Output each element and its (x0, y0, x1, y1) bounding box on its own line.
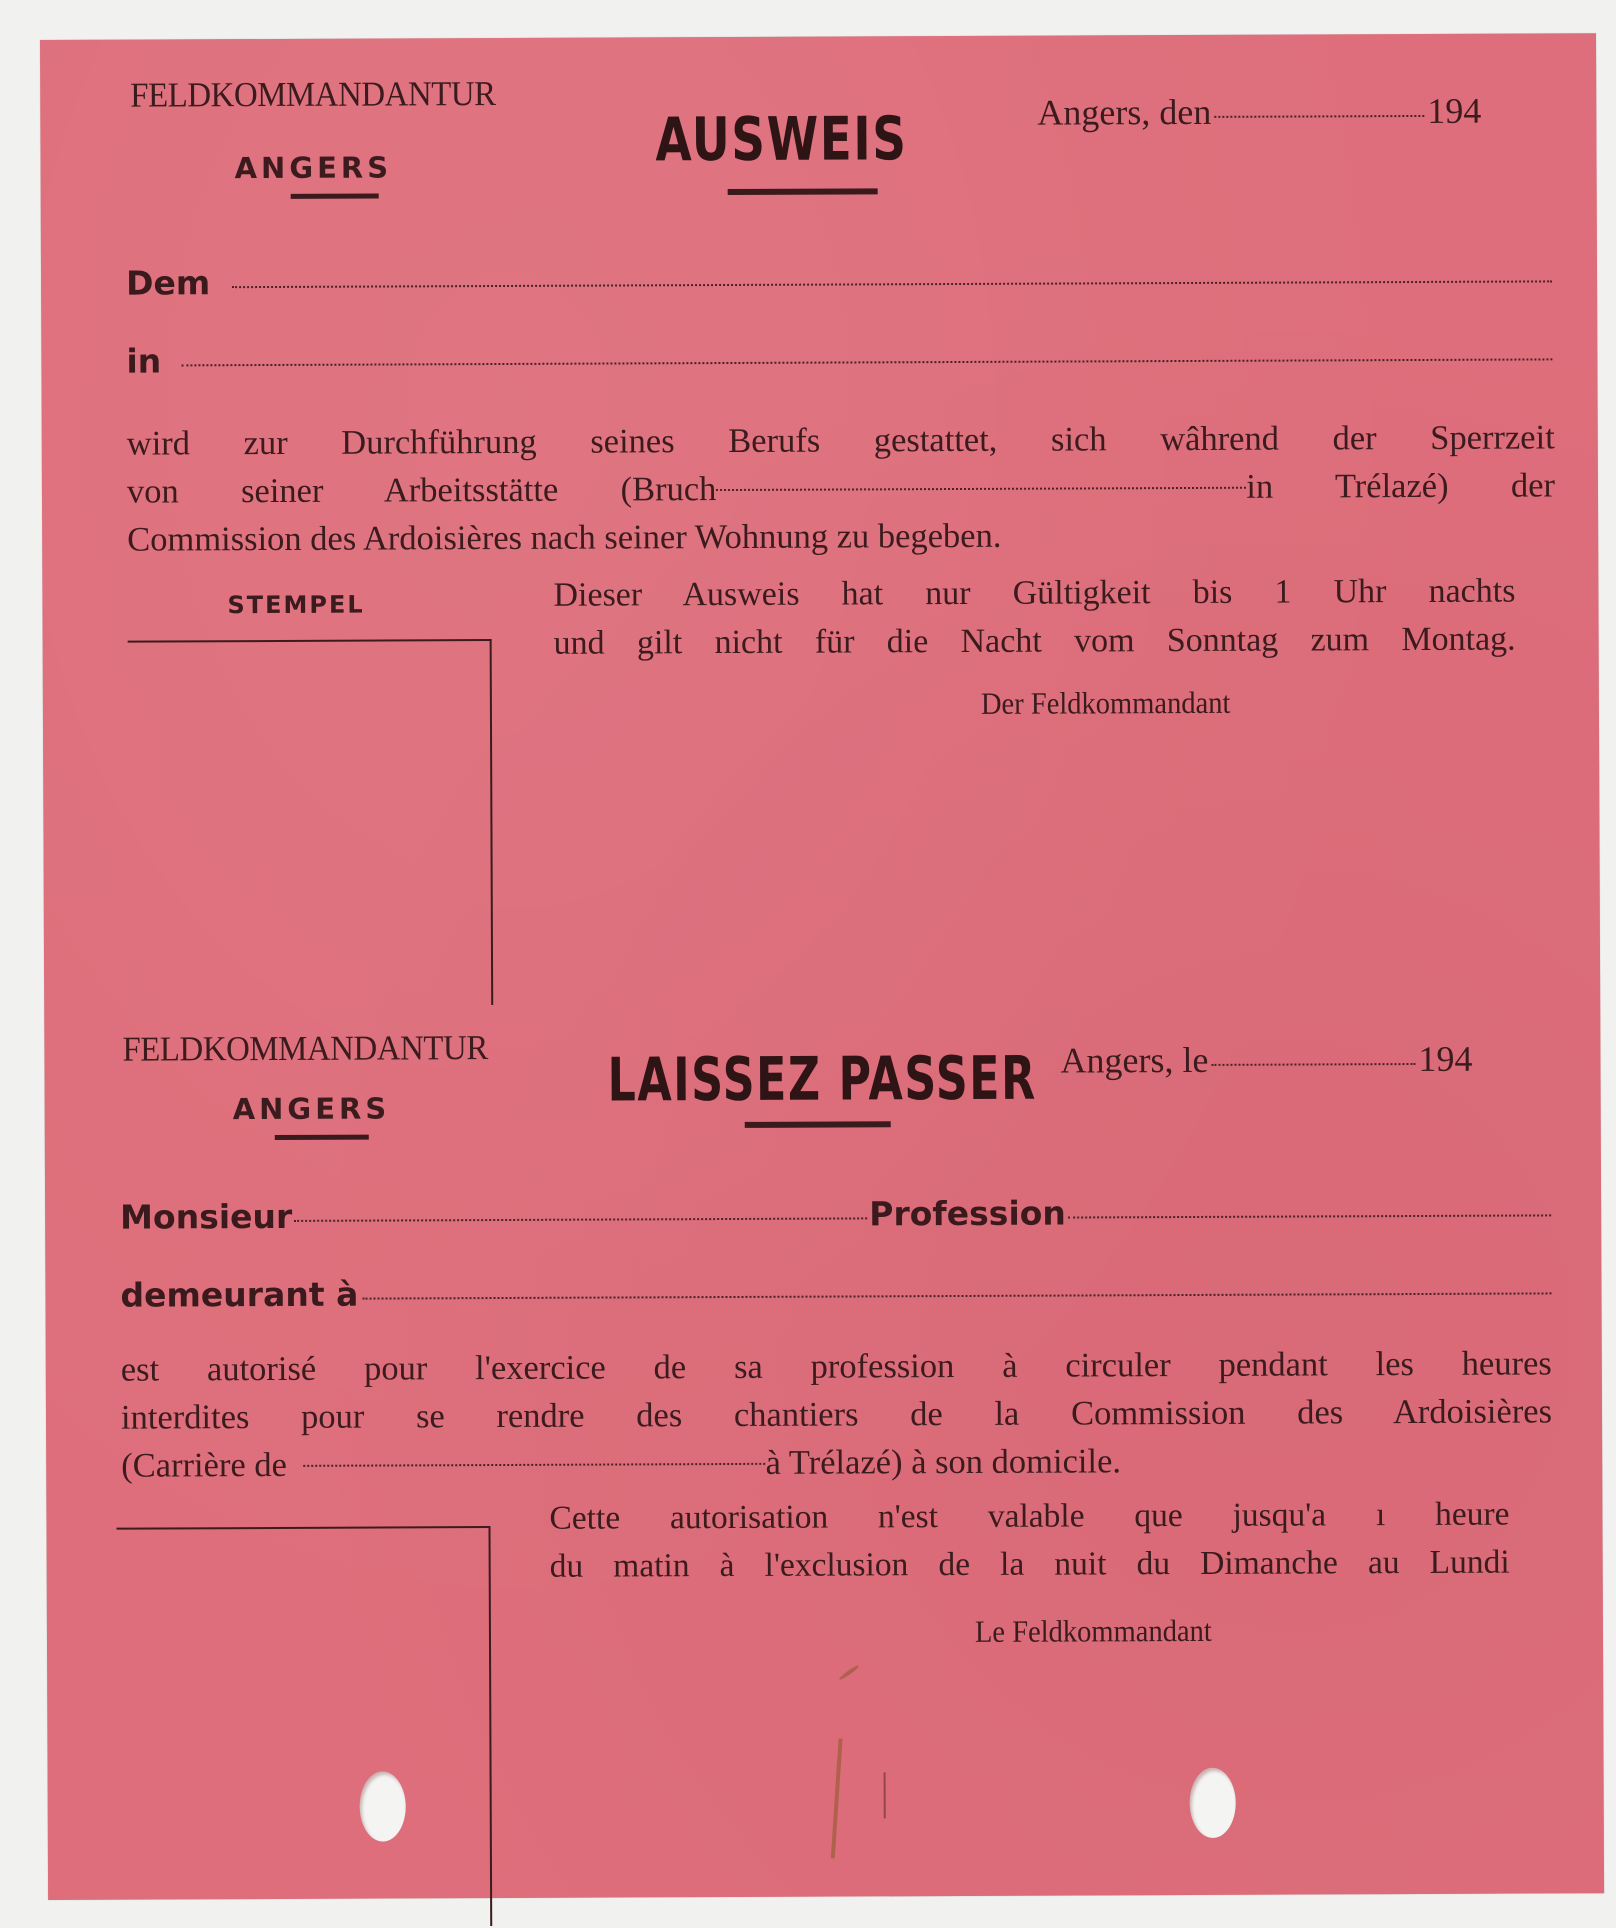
issuing-city: ANGERS (234, 150, 393, 186)
date-field[interactable] (1214, 114, 1424, 118)
place-field[interactable] (181, 357, 1552, 366)
place-row (126, 335, 1552, 380)
quarry-field[interactable] (716, 486, 1246, 491)
paragraph-text: in Trélazé) der (1246, 466, 1556, 506)
stamp-label: STEMPEL (227, 590, 365, 620)
city-underline (291, 194, 379, 199)
document-title: AUSWEIS (655, 104, 908, 176)
punch-hole-right (1190, 1768, 1236, 1838)
pass-card (40, 33, 1604, 1900)
punch-hole-left (360, 1771, 406, 1841)
date-field[interactable] (1211, 1062, 1415, 1066)
validity-line: du matin à l'exclusion de la nuit du Dimanche au Lundi (549, 1543, 1510, 1585)
date-year: 194 (1427, 90, 1482, 131)
date-year: 194 (1418, 1038, 1473, 1079)
address-row (120, 1269, 1551, 1314)
stamp-box-right (488, 1526, 492, 1926)
stamp-box-top (116, 1526, 490, 1530)
validity-line: und gilt nicht für die Nacht vom Sonntag zum Montag. (553, 620, 1516, 662)
paragraph-line: wird zur Durchführung seines Berufs gestattet, sich wâhrend der Sperrzeit (126, 418, 1555, 463)
address-field[interactable] (362, 1291, 1551, 1299)
address-label: demeurant à (120, 1274, 359, 1315)
quarry-field[interactable] (304, 1462, 766, 1467)
paragraph-line: interdites pour se rendre des chantiers de la Commission des Ardoisières (120, 1392, 1553, 1437)
issuing-office: FELDKOMMANDANTUR (122, 1028, 488, 1069)
stamp-box-top (128, 639, 492, 643)
ink-stain (838, 1664, 860, 1681)
date-line (1060, 1038, 1472, 1082)
profession-label: Profession (869, 1193, 1066, 1234)
name-field[interactable] (232, 279, 1552, 288)
name-label: Dem (125, 263, 211, 303)
name-profession-row (120, 1191, 1551, 1236)
place-label: in (126, 341, 162, 381)
validity-notice (553, 568, 1515, 668)
validity-line: Dieser Ausweis hat nur Gültigkeit bis 1 Uhr nachts (553, 572, 1516, 614)
title-underline (745, 1121, 891, 1128)
date-line (1037, 90, 1481, 134)
paragraph-text: à Trélazé) à son domicile. (765, 1442, 1122, 1482)
validity-notice (549, 1491, 1509, 1591)
name-row (126, 257, 1552, 302)
signature-title: Der Feldkommandant (980, 684, 1231, 721)
paragraph-text: (Carrière de (121, 1445, 287, 1485)
profession-field[interactable] (1068, 1213, 1551, 1218)
stamp-box-right (490, 639, 494, 1005)
paragraph-line: est autorisé pour l'exercice de sa profession à circuler pendant les heures (120, 1344, 1552, 1389)
monsieur-label: Monsieur (120, 1196, 293, 1237)
issuing-city: ANGERS (232, 1091, 391, 1127)
paragraph-line (121, 1435, 1552, 1489)
paragraph-text: von seiner Arbeitsstätte (Bruch (126, 470, 717, 511)
permission-paragraph (121, 1339, 1553, 1489)
date-prefix: Angers, den (1037, 91, 1212, 133)
issuing-office: FELDKOMMANDANTUR (130, 74, 496, 115)
date-prefix: Angers, le (1060, 1039, 1209, 1081)
paragraph-line (127, 461, 1555, 515)
signature-title: Le Feldkommandant (974, 1612, 1212, 1649)
ink-stain (884, 1772, 886, 1818)
monsieur-field[interactable] (294, 1216, 867, 1222)
validity-line: Cette autorisation n'est valable que jusqu'a ı heure (549, 1495, 1510, 1537)
ink-stain (831, 1739, 843, 1859)
permission-paragraph (127, 413, 1556, 563)
title-underline (728, 188, 878, 195)
city-underline (275, 1135, 369, 1140)
paragraph-line: Commission des Ardoisières nach seiner Wohnung zu begeben. (127, 516, 1002, 559)
document-title: LAISSEZ PASSER (607, 1043, 1037, 1116)
